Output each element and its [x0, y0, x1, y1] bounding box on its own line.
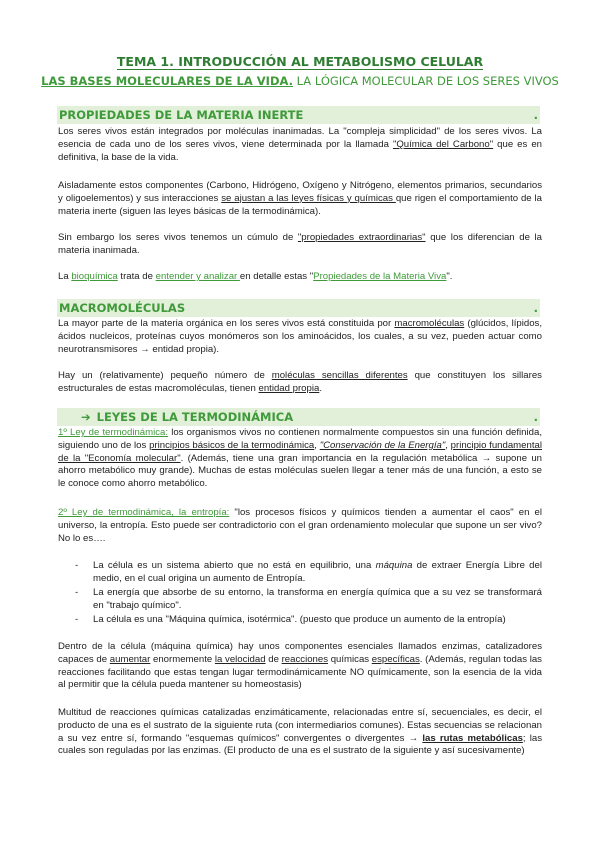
- section-header-termodinamica: ➔ LEYES DE LA TERMODINÁMICA .: [57, 408, 540, 426]
- document-title: TEMA 1. INTRODUCCIÓN AL METABOLISMO CELULAR: [116, 54, 484, 69]
- list-item: - La energía que absorbe de su entorno, la transforma en energía química que a su vez se transformará en "trabajo químico".: [75, 587, 542, 611]
- arrow-right-icon: ➔: [81, 410, 91, 424]
- paragraph-2: Aisladamente estos componentes (Carbono, Hidrógeno, Oxígeno y Nitrógeno, elementos primarios, secundarios y oligoelementos) y sus interacciones se ajustan a las leyes físicas y químicas que rigen el comportamiento de la materia inerte (siguen las leyes básicas de la termodinámica).: [58, 180, 542, 217]
- section-header-materia-inerte: PROPIEDADES DE LA MATERIA INERTE .: [59, 108, 538, 122]
- list-item: - La célula es un sistema abierto que no está en equilibrio, una máquina de extraer Energía Libre del medio, en el cual origina un aumento de Entropía.: [75, 560, 542, 584]
- paragraph-4: La bioquímica trata de entender y analizar en detalle estas "Propiedades de la Materia Viva".: [58, 271, 453, 282]
- document-subtitle: LAS BASES MOLECULARES DE LA VIDA. LA LÓGICA MOLECULAR DE LOS SERES VIVOS: [41, 74, 559, 88]
- paragraph-5: La mayor parte de la materia orgánica en los seres vivos está constituida por macromoléculas (glúcidos, lípidos, ácidos nucleicos, proteínas cuyos monómeros son los aminoácidos, los cuales, a su vez, pueden actuar como neurotransmisores → entidad propia).: [58, 318, 542, 355]
- paragraph-9: Dentro de la célula (máquina química) hay unos componentes esenciales llamados enzimas, catalizadores capaces de aumentar enormemente la velocidad de reacciones químicas específicas. (Además, regulan todas las reacciones facilitando que estas tengan lugar termodinámicamente NO químicamente, son la esencia de la vida al permitir que la célula pueda mantener su homeostasis): [58, 641, 542, 691]
- paragraph-1: Los seres vivos están integrados por moléculas inanimadas. La "compleja simplicidad" de los seres vivos. La esencia de cada uno de los seres vivos, viene determinada por la llamada "Química del Carbono" que es en definitiva, la base de la vida.: [58, 126, 542, 163]
- paragraph-8: 2º Ley de termodinámica, la entropía: "los procesos físicos y químicos tienden a aumentar el caos" en el universo, la entropía. Esto puede ser contradictorio con el gran ordenamiento molecular que supone un ser vivo? No lo es….: [58, 507, 542, 544]
- section-header-macromoleculas: MACROMOLÉCULAS .: [59, 301, 538, 315]
- paragraph-3: Sin embargo los seres vivos tenemos un cúmulo de "propiedades extraordinarias" que los diferencian de la materia inanimada.: [58, 232, 542, 256]
- list-item: - La célula es una "Máquina química, isotérmica". (puesto que produce un aumento de la entropía): [75, 614, 506, 625]
- paragraph-7: 1º Ley de termodinámica: los organismos vivos no contienen normalmente compuestos sin una función definida, siguiendo uno de los principios básicos de la termodinámica, "Conservación de la Energía", principio fundamental de la "Economía molecular". (Además, tiene una gran importancia en la regulación metabólica → supone un ahorro metabólico muy grande). Muchas de estas moléculas suelen llegar a tener más de una función, a esto se le conoce como ahorro metabólico.: [58, 427, 542, 490]
- paragraph-10: Multitud de reacciones químicas catalizadas enzimáticamente, relacionadas entre sí, secuenciales, es decir, el producto de una es el sustrato de la siguiente ruta (con intermediarios comunes). Estas secuencias se relacionan a su vez entre sí, formando "esquemas químicos" convergentes o divergentes → las rutas metabólicas; las cuales son reguladas por las enzimas. (El producto de una es el sustrato de la siguiente y así sucesivamente): [58, 707, 542, 757]
- paragraph-6: Hay un (relativamente) pequeño número de moléculas sencillas diferentes que constituyen los sillares estructurales de estas macromoléculas, tienen entidad propia.: [58, 370, 542, 394]
